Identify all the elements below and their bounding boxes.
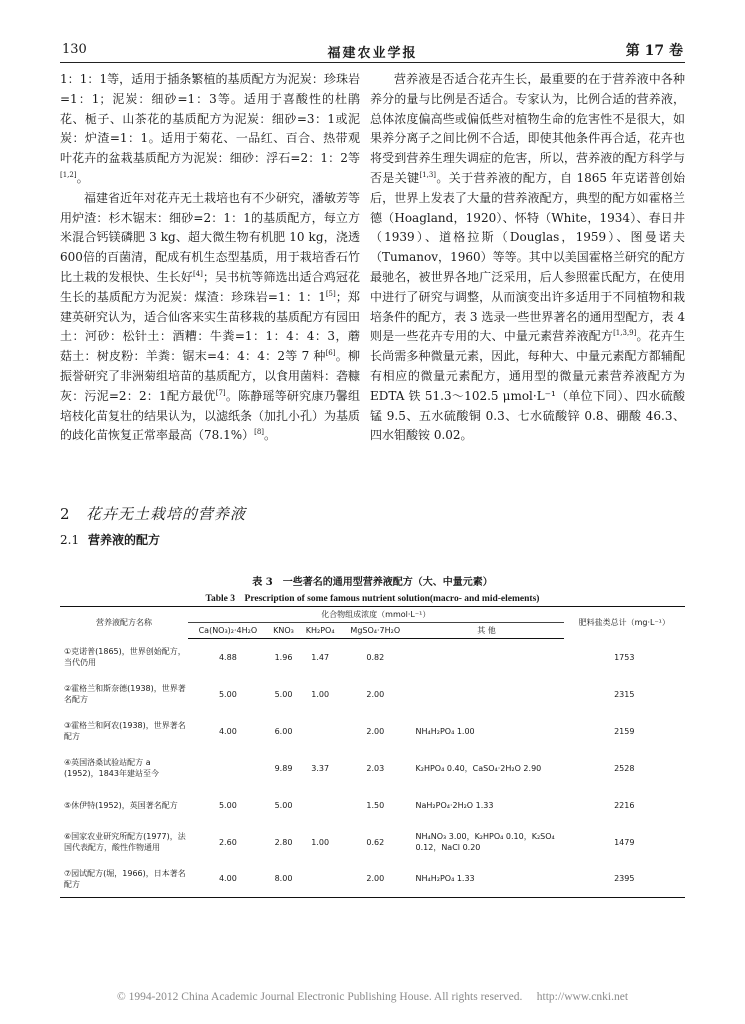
col-header: KH₂PO₄ [299,623,341,639]
subsection-heading [60,531,160,548]
cell-total: 2395 [564,861,685,898]
cell-value: 9.89 [274,763,293,773]
citation: [6] [325,349,336,358]
cell-name: ④英国洛桑试验站配方 a (1952)，1843年建站至今 [64,758,159,778]
cell-value: 5.00 [218,689,237,699]
section-title: 花卉无土栽培的营养液 [86,505,247,523]
page-header [60,40,685,63]
cell-value: 4.88 [218,652,237,662]
table-row [60,639,685,676]
citation: [5] [325,289,336,298]
table-caption-cn: 表 3 一些著名的通用型营养液配方（大、中量元素） [252,577,493,588]
cell-total: 2216 [614,800,635,810]
copyright-footer: © 1994-2012 China Academic Journal Electronic Publishing House. All rights reserved. http://www.cnki.net [116,991,629,1003]
cell-value: 3.37 [311,763,330,773]
subsection-number: 2.1 [60,533,80,547]
cell-total: 1753 [614,652,635,662]
page-number: 130 [62,42,87,57]
cell-value: 0.82 [366,652,385,662]
cell-other: NaH₂PO₄·2H₂O 1.33 [415,800,494,810]
cell-other [410,639,564,676]
right-column [370,70,685,446]
cell-value: 5.00 [274,689,293,699]
citation: [1,3] [419,170,437,179]
cell-value [299,861,341,898]
header-solution-name: 营养液配方名称 [60,607,188,639]
cell-value: 5.00 [274,800,293,810]
cell-name: ⑤休伊特(1952)，英国著名配方 [64,800,178,810]
nutrient-solution-table [60,606,685,898]
col-header: KNO₃ [268,623,300,639]
cell-value: 1.50 [366,800,385,810]
table-row [60,676,685,713]
cell-name: ⑥国家农业研究所配方(1977)，法国代表配方，酸性作物通用 [64,832,186,852]
section-number: 2 [60,505,70,523]
citation: [8] [254,428,265,437]
cell-value: 2.60 [218,837,237,847]
table-row [60,713,685,750]
table-row [60,787,685,824]
cell-value: 2.00 [366,689,385,699]
cell-other: NH₄H₂PO₄ 1.00 [415,726,475,736]
citation: [7] [215,388,226,397]
cell-value: 2.00 [341,861,409,898]
table-row [60,750,685,787]
cell-value: 2.00 [366,726,385,736]
cell-name: ①克诺普(1865)，世界创始配方，当代仍用 [64,647,186,667]
cell-value: 2.03 [366,763,385,773]
cell-value [188,750,268,787]
paragraph-substrate-formulas: 1：1：1等，适用于插条繁植的基质配方为泥炭：珍珠岩=1：1；泥炭：细砂=1：3等。适用于喜酸性的杜鹃花、栀子、山茶花的基质配方为泥炭：细砂=3：1或泥炭：炉渣=1：1。适用于菊花、一品红、百合、热带观叶花卉的盆栽基质配方为泥炭：细砂：浮石=2：1：2等[1,2]。 [60,72,360,185]
cell-value: 1.96 [274,652,293,662]
cell-value: 1.47 [311,652,330,662]
cell-value: 1.00 [311,837,330,847]
section-heading [60,503,246,524]
citation: [4] [192,269,203,278]
cell-value [299,787,341,824]
cell-name: ②霍格兰和斯奈德(1938)，世界著名配方 [64,684,186,704]
volume-label: 第 17 卷 [625,43,683,59]
cell-other: K₂HPO₄ 0.40，CaSO₄·2H₂O 2.90 [415,763,542,773]
header-compound-concentration: 化合物组成浓度（mmol·L⁻¹） [188,607,564,623]
subsection-title: 营养液的配方 [88,533,161,547]
table-row [60,861,685,898]
cell-total: 2315 [614,689,635,699]
col-header: Ca(NO₃)₂·4H₂O [188,623,268,639]
journal-name: 福建农业学报 [327,46,418,61]
cell-value: 1.00 [311,689,330,699]
cell-value: 4.00 [218,726,237,736]
paragraph-nutrient-solution: 营养液是否适合花卉生长，最重要的在于营养液中各种养分的量与比例是否适合。专家认为，比例合适的营养液，总体浓度偏高些或偏低些对植物生命的危害性不是很大，如果养分离子之间比例不合适，即使其他条件再合适，花卉也将受到营养生理失调症的危害，所以，营养液的配方科学与否是关键[1,3]。关于营养液的配方，自 1865 年克诺普创始后，世界上发表了大量的营养液配方，典型的配方如霍格兰德（Hoagland，1920）、怀特（White，1934）、春日井（1939）、道格拉斯（Douglas，1959）、图曼诺夫（Tumanov，1960）等等。其中以美国霍格兰研究的配方最驰名，被世界各地广泛采用，后人参照霍氏配方，在使用中进行了研究与调整，从而演变出许多适用于不同植物和栽培条件的配方，表 3 选录一些世界著名的通用型配方，表 4 则是一些花卉专用的大、中量元素营养液配方[1,3,9]。花卉生长尚需多种微量元素，因此，每种大、中量元素配方都辅配有相应的微量元素配方，通用型的微量元素营养液配方为 EDTA 铁 51.3～102.5 μmol·L⁻¹（单位下同）、四水硫酸锰 9.5、五水硫酸铜 0.3、七水硫酸锌 0.8、硼酸 46.3、四水钼酸铵 0.02。 [370,72,685,443]
cell-value: 5.00 [218,800,237,810]
cell-value: 2.80 [274,837,293,847]
cell-value [299,713,341,750]
col-header: MgSO₄·7H₂O [341,623,409,639]
cell-value: 6.00 [274,726,293,736]
cell-value: 8.00 [268,861,300,898]
col-header: 其 他 [410,623,564,639]
paragraph-fujian-research: 福建省近年对花卉无土栽培也有不少研究，潘敏芳等用炉渣：杉木锯末：细砂=2：1：1的基质配方，每立方米混合钙镁磷肥 3 kg、超大微生物有机肥 10 kg，浇透 600倍的百菌清，配成有机生态型基质，用于栽培香石竹比土栽的发根快、生长好[4]；吴书杭等筛选出适合鸡冠花生长的基质配方为泥炭：煤渣：珍珠岩=1：1：1[5]；郑建英研究认为，适合仙客来实生苗移栽的基质配方有园田土：河砂：松针土：酒糟：牛粪=1：1：4：4：3，蘑菇土：树皮粉：羊粪：锯末=4：4：4：2等 7 种[6]。柳振誉研究了非洲菊组培苗的基质配方，以食用菌料：砻糠灰：污泥=2：2：1配方最优[7]。陈静瑶等研究康乃馨组培枝化苗复壮的结果认为，以滤纸条（加扎小孔）为基质的歧化苗恢复正常率最高（78.1%）[8]。 [60,190,361,443]
table-row [60,824,685,861]
cell-value: 0.62 [366,837,385,847]
cell-other: NH₄NO₃ 3.00，K₂HPO₄ 0.10，K₂SO₄ 0.12，NaCl 0.20 [415,832,555,852]
cell-other: NH₄H₂PO₄ 1.33 [410,861,564,898]
table-caption-en: Table 3 Prescription of some famous nutrient solution(macro- and mid-elements) [205,594,540,604]
cell-other [410,676,564,713]
cell-name: ⑦园试配方(堀，1966)，日本著名配方 [60,861,188,898]
citation: [1,3,9] [613,329,637,338]
cell-total: 1479 [614,837,635,847]
header-total-salts: 肥料盐类总计（mg·L⁻¹） [564,607,685,639]
cell-total: 2528 [614,763,635,773]
citation: [1,2] [60,170,77,179]
cell-value: 4.00 [188,861,268,898]
cell-name: ③霍格兰和阿农(1938)，世界著名配方 [64,721,186,741]
left-column [60,70,360,446]
cell-total: 2159 [614,726,635,736]
